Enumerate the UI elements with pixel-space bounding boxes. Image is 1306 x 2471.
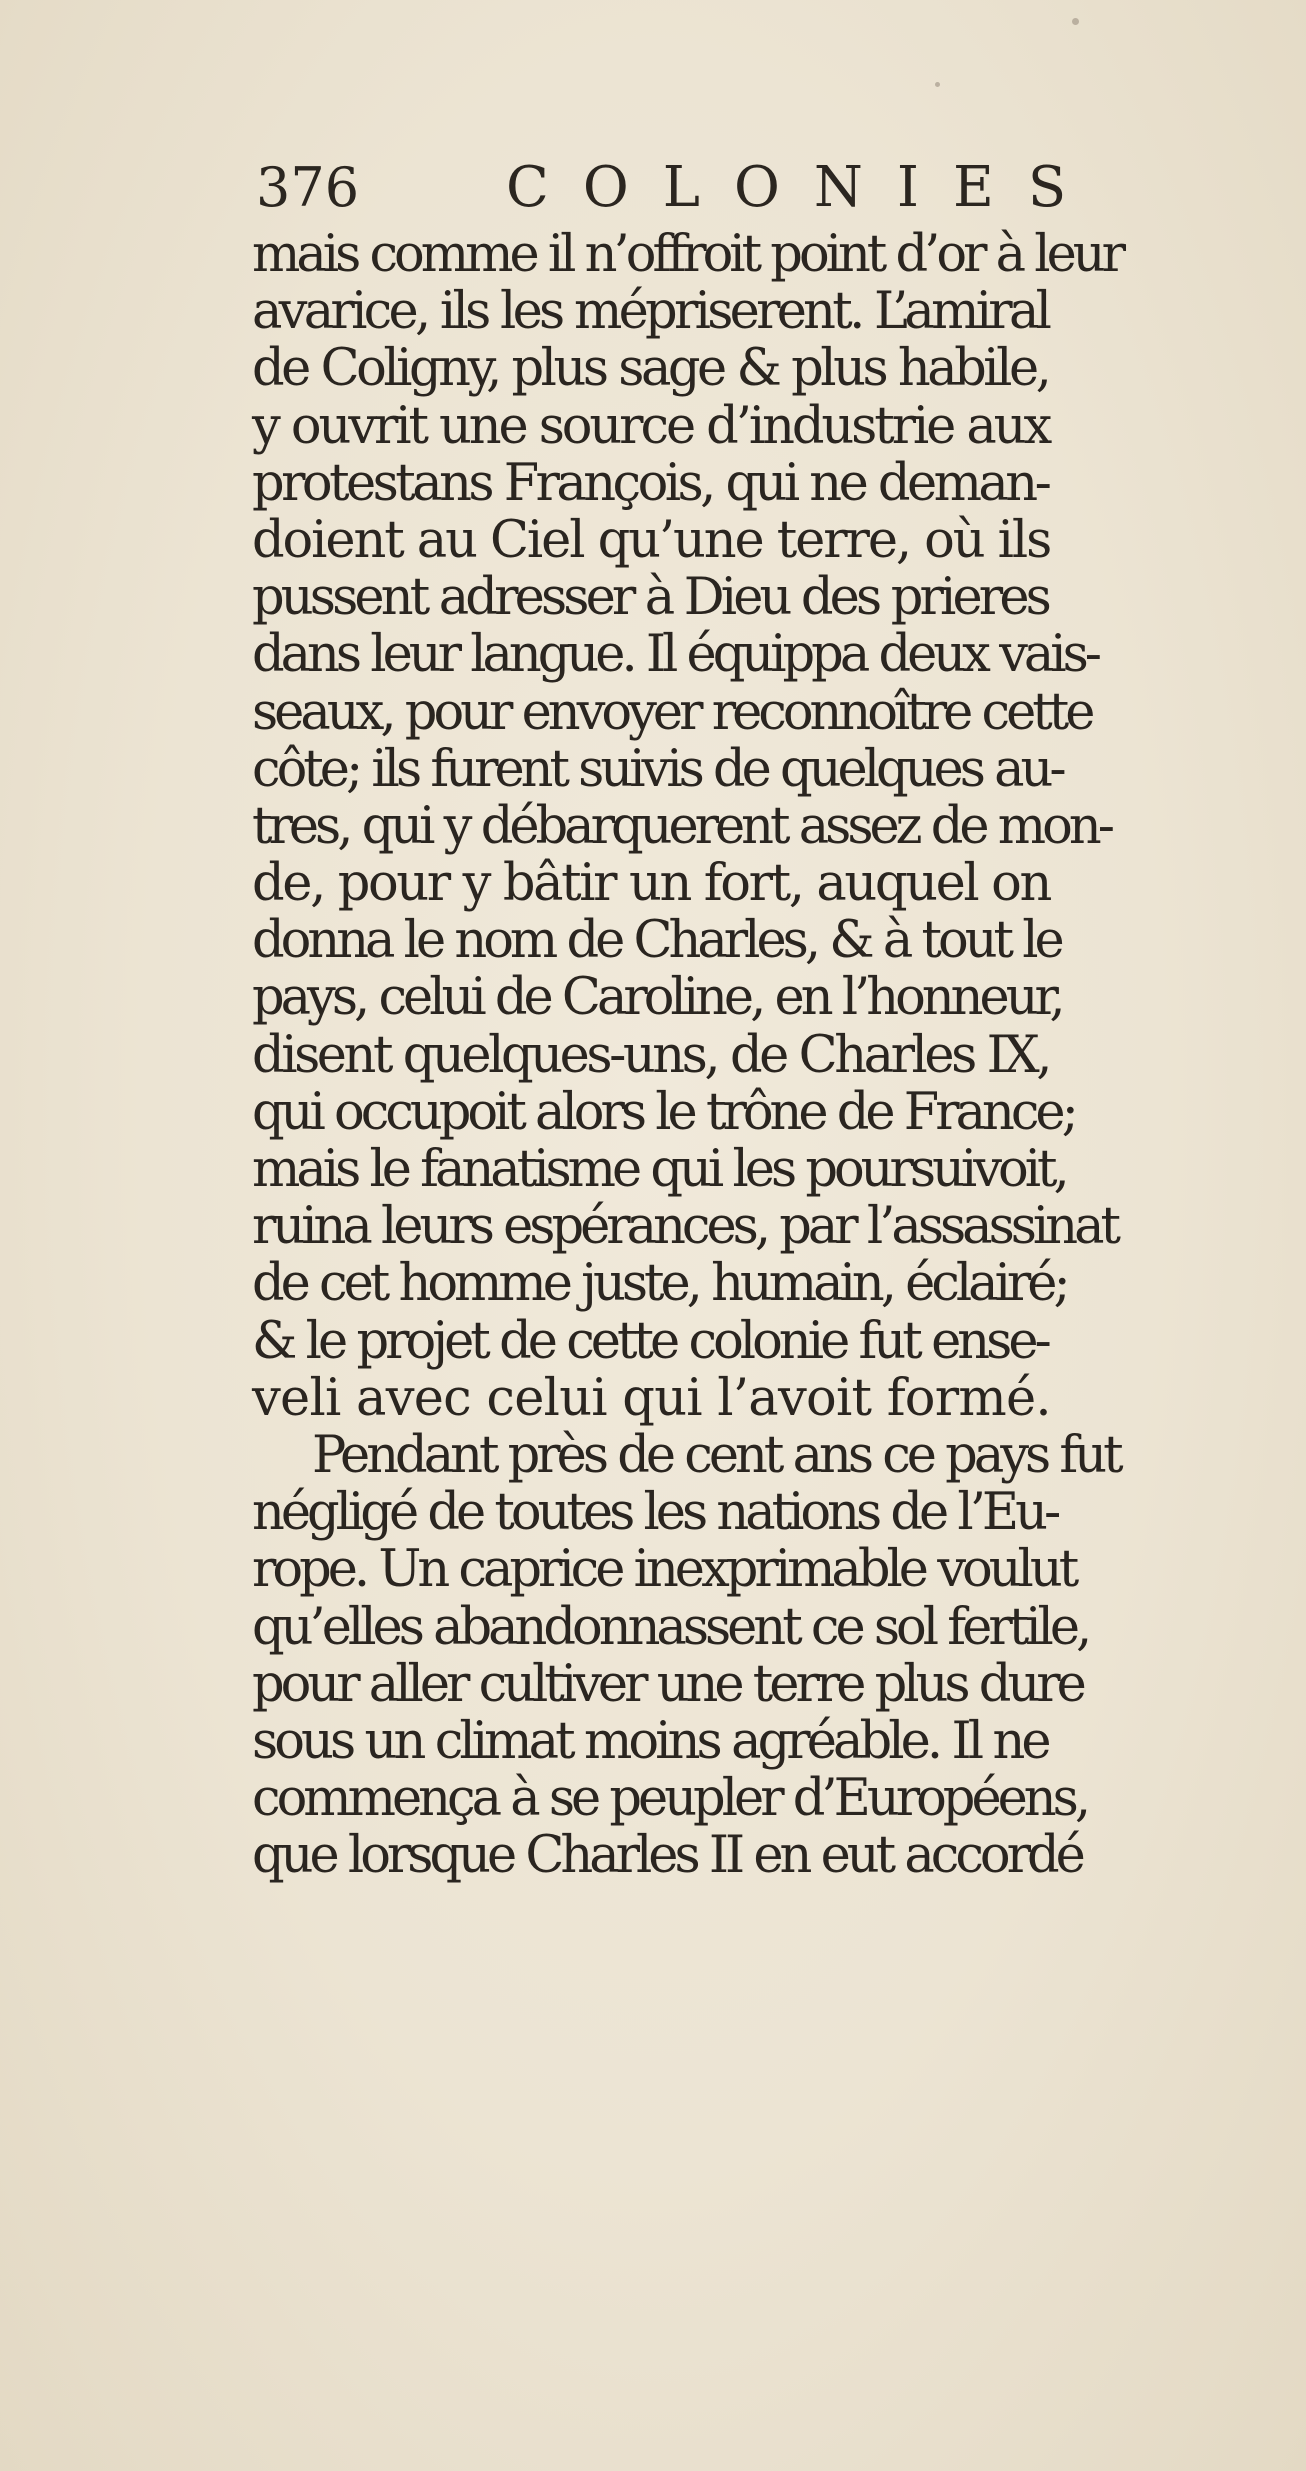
text-line: disent quelques-uns, de Charles IX, bbox=[252, 1025, 1050, 1085]
text-line: rope. Un caprice inexprimable voulut bbox=[252, 1540, 1076, 1600]
text-line: dans leur langue. Il équippa deux vais- bbox=[252, 625, 1099, 685]
text-line: que lorsque Charles II en eut accordé bbox=[252, 1826, 1082, 1886]
paragraph-first-line: Pendant près de cent ans ce pays fut bbox=[312, 1425, 1120, 1485]
text-line: sous un climat moins agréable. Il ne bbox=[252, 1711, 1048, 1771]
text-line: & le projet de cette colonie fut ense- bbox=[252, 1311, 1048, 1371]
running-head: COLONIES bbox=[506, 155, 1101, 220]
text-line: qu’elles abandonnassent ce sol fertile, bbox=[252, 1597, 1089, 1657]
text-line: pussent adresser à Dieu des prieres bbox=[252, 568, 1048, 628]
text-line: qui occupoit alors le trône de France; bbox=[252, 1082, 1075, 1142]
text-line: ruina leurs espérances, par l’assassinat bbox=[252, 1197, 1117, 1257]
text-line: négligé de toutes les nations de l’Eu- bbox=[252, 1483, 1058, 1543]
text-line: pays, celui de Caroline, en l’honneur, bbox=[252, 968, 1062, 1028]
text-line: veli avec celui qui l’avoit formé. bbox=[252, 1368, 1051, 1428]
text-line: de, pour y bâtir un fort, auquel on bbox=[252, 854, 1050, 914]
paper-speck bbox=[1072, 18, 1079, 25]
text-line: commença à se peupler d’Européens, bbox=[252, 1769, 1088, 1829]
text-line: mais comme il n’offroit point d’or à leur bbox=[252, 225, 1122, 284]
body-text bbox=[252, 226, 1302, 1884]
text-line: tres, qui y débarquerent assez de mon- bbox=[252, 796, 1111, 856]
text-line: avarice, ils les mépriserent. L’amiral bbox=[252, 282, 1049, 342]
text-line: de Coligny, plus sage & plus habile, bbox=[252, 339, 1049, 399]
text-line: doient au Ciel qu’une terre, où ils bbox=[252, 510, 1051, 570]
page-number: 376 bbox=[256, 156, 360, 219]
text-line: seaux, pour envoyer reconnoître cette bbox=[252, 682, 1092, 742]
text-line: mais le fanatisme qui les poursuivoit, bbox=[252, 1140, 1066, 1199]
paper-speck bbox=[935, 82, 940, 87]
page-header bbox=[256, 148, 1101, 228]
text-line: pour aller cultiver une terre plus dure bbox=[252, 1654, 1083, 1714]
text-line: protestans François, qui ne deman- bbox=[252, 453, 1049, 513]
text-line: côte; ils furent suivis de quelques au- bbox=[252, 739, 1063, 799]
text-line: y ouvrit une source d’industrie aux bbox=[252, 396, 1050, 456]
text-line: de cet homme juste, humain, éclairé; bbox=[252, 1254, 1067, 1314]
text-line: donna le nom de Charles, & à tout le bbox=[252, 911, 1061, 971]
